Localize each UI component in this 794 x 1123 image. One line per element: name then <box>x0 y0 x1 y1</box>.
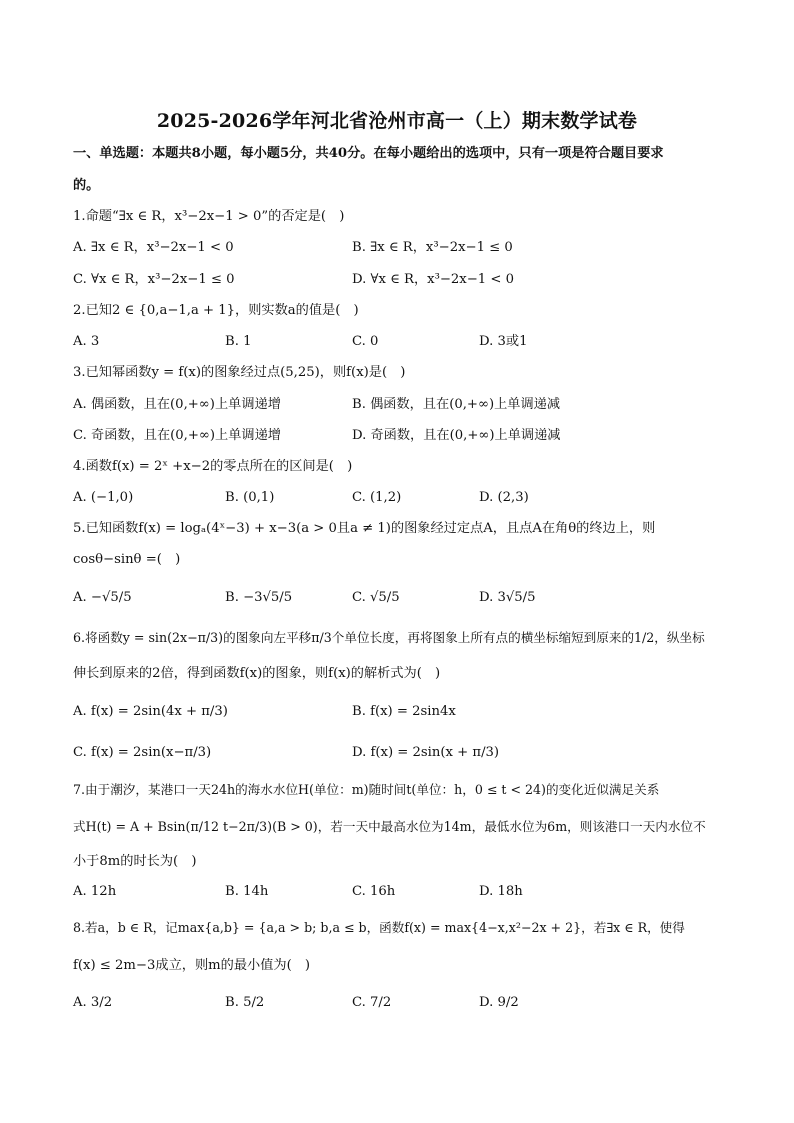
section-heading: 一、单选题：本题共8小题，每小题5分，共40分。在每小题给出的选项中，只有一项是符合题目要求 <box>73 146 664 161</box>
section-heading-cont: 的。 <box>73 178 100 193</box>
question-4-option-c: C. (1,2) <box>352 490 402 505</box>
question-5-option-c: C. √5/5 <box>352 590 400 605</box>
question-2-option-b: B. 1 <box>225 334 252 349</box>
question-3-stem: 3.已知幂函数y = f(x)的图象经过点(5,25)，则f(x)是( ) <box>73 365 406 380</box>
question-4-option-d: D. (2,3) <box>479 490 529 505</box>
question-6-stem-cont: 伸长到原来的2倍，得到函数f(x)的图象，则f(x)的解析式为( ) <box>73 666 441 681</box>
question-5-stem-cont: cosθ−sinθ =( ) <box>73 552 181 567</box>
question-7-option-c: C. 16h <box>352 884 396 899</box>
question-4-option-a: A. (−1,0) <box>73 490 134 505</box>
question-8-option-d: D. 9/2 <box>479 995 519 1010</box>
question-7-option-b: B. 14h <box>225 884 269 899</box>
question-1-stem: 1.命题“∃x ∈ R，x³−2x−1 > 0”的否定是( ) <box>73 209 345 224</box>
question-3-option-a: A. 偶函数，且在(0,+∞)上单调递增 <box>73 397 281 412</box>
question-5-option-d: D. 3√5/5 <box>479 590 536 605</box>
page-title: 2025-2026学年河北省沧州市高一（上）期末数学试卷 <box>156 110 638 132</box>
question-8-stem: 8.若a，b ∈ R，记max{a,b} = {a,a > b; b,a ≤ b，函数f(x) = max{4−x,x²−2x + 2}，若∃x ∈ R，使得 <box>73 920 685 935</box>
question-8-stem-cont: f(x) ≤ 2m−3成立，则m的最小值为( ) <box>73 958 311 973</box>
question-7-stem-cont2: 小于8m的时长为( ) <box>73 854 197 869</box>
question-5-option-b: B. −3√5/5 <box>225 590 293 605</box>
question-8-option-a: A. 3/2 <box>73 995 113 1010</box>
question-3-option-b: B. 偶函数，且在(0,+∞)上单调递减 <box>352 397 561 412</box>
question-4-option-b: B. (0,1) <box>225 490 275 505</box>
question-1-option-d: D. ∀x ∈ R，x³−2x−1 < 0 <box>352 272 515 287</box>
question-1-option-a: A. ∃x ∈ R，x³−2x−1 < 0 <box>73 240 234 255</box>
question-8-option-b: B. 5/2 <box>225 995 265 1010</box>
question-6-stem: 6.将函数y = sin(2x−π/3)的图象向左平移π/3个单位长度，再将图象上所有点的横坐标缩短到原来的1/2，纵坐标 <box>73 630 705 645</box>
question-7-stem: 7.由于潮汐，某港口一天24h的海水水位H(单位：m)随时间t(单位：h，0 ≤ t < 24)的变化近似满足关系 <box>73 782 660 797</box>
question-8-option-c: C. 7/2 <box>352 995 392 1010</box>
question-1-option-c: C. ∀x ∈ R，x³−2x−1 ≤ 0 <box>73 272 235 287</box>
question-4-stem: 4.函数f(x) = 2ˣ +x−2的零点所在的区间是( ) <box>73 459 353 474</box>
question-7-option-a: A. 12h <box>73 884 117 899</box>
question-5-option-a: A. −√5/5 <box>73 590 132 605</box>
question-2-option-a: A. 3 <box>73 334 100 349</box>
question-7-option-d: D. 18h <box>479 884 523 899</box>
question-2-option-d: D. 3或1 <box>479 334 528 349</box>
question-6-option-a: A. f(x) = 2sin(4x + π/3) <box>73 704 228 719</box>
question-6-option-d: D. f(x) = 2sin(x + π/3) <box>352 745 500 760</box>
question-2-option-c: C. 0 <box>352 334 379 349</box>
question-6-option-c: C. f(x) = 2sin(x−π/3) <box>73 745 212 760</box>
question-6-option-b: B. f(x) = 2sin4x <box>352 704 456 719</box>
question-7-stem-cont: 式H(t) = A + Bsin(π/12 t−2π/3)(B > 0)，若一天中最高水位为14m，最低水位为6m，则该港口一天内水位不 <box>73 819 706 834</box>
question-3-option-c: C. 奇函数，且在(0,+∞)上单调递增 <box>73 428 281 443</box>
question-5-stem: 5.已知函数f(x) = logₐ(4ˣ−3) + x−3(a > 0且a ≠ 1)的图象经过定点A，且点A在角θ的终边上，则 <box>73 521 656 536</box>
question-1-option-b: B. ∃x ∈ R，x³−2x−1 ≤ 0 <box>352 240 513 255</box>
question-2-stem: 2.已知2 ∈ {0,a−1,a + 1}，则实数a的值是( ) <box>73 303 359 318</box>
question-3-option-d: D. 奇函数，且在(0,+∞)上单调递减 <box>352 428 561 443</box>
